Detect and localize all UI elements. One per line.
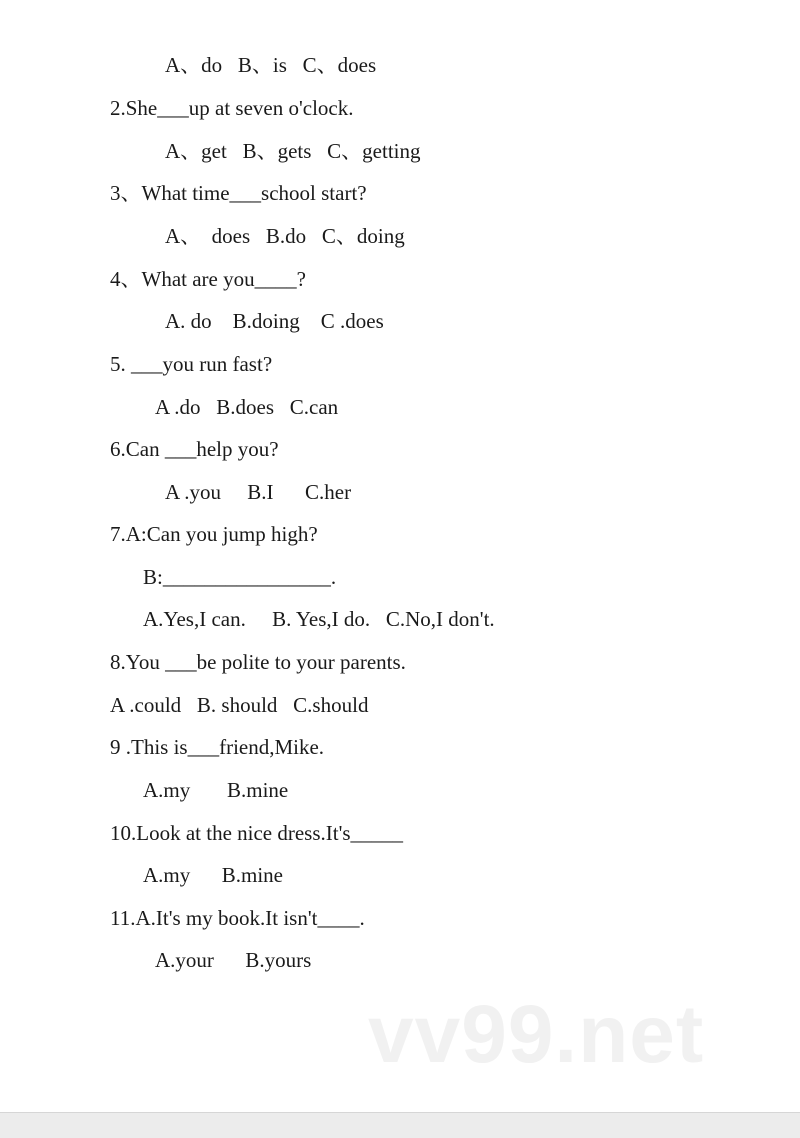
q6-question: 6.Can ___help you? xyxy=(110,437,279,461)
q2-options: A、get B、gets C、getting xyxy=(165,139,421,163)
q7-options: A.Yes,I can. B. Yes,I do. C.No,I don't. xyxy=(143,607,495,631)
q1-options: A、do B、is C、does xyxy=(165,53,377,77)
page-bottom-edge xyxy=(0,1112,800,1138)
q3-question: 3、What time___school start? xyxy=(110,181,367,205)
q5-options: A .do B.does C.can xyxy=(155,395,339,419)
q6-options: A .you B.I C.her xyxy=(165,480,352,504)
q7-question: 7.A:Can you jump high? xyxy=(110,522,318,546)
q11-question: 11.A.It's my book.It isn't____. xyxy=(110,906,365,930)
q2-question: 2.She___up at seven o'clock. xyxy=(110,96,354,120)
watermark-text: vv99.net xyxy=(368,989,705,1080)
q10-question: 10.Look at the nice dress.It's_____ xyxy=(110,821,404,845)
q7-answer-blank: B:________________. xyxy=(143,565,337,589)
q11-options: A.your B.yours xyxy=(155,948,312,972)
q10-options: A.my B.mine xyxy=(143,863,283,887)
q9-options: A.my B.mine xyxy=(143,778,289,802)
q4-options: A. do B.doing C .does xyxy=(165,309,384,333)
q8-options: A .could B. should C.should xyxy=(110,693,369,717)
q8-question: 8.You ___be polite to your parents. xyxy=(110,650,406,674)
q9-question: 9 .This is___friend,Mike. xyxy=(110,735,325,759)
q3-options: A、 does B.do C、doing xyxy=(165,224,405,248)
q5-question: 5. ___you run fast? xyxy=(110,352,273,376)
q4-question: 4、What are you____? xyxy=(110,267,306,291)
